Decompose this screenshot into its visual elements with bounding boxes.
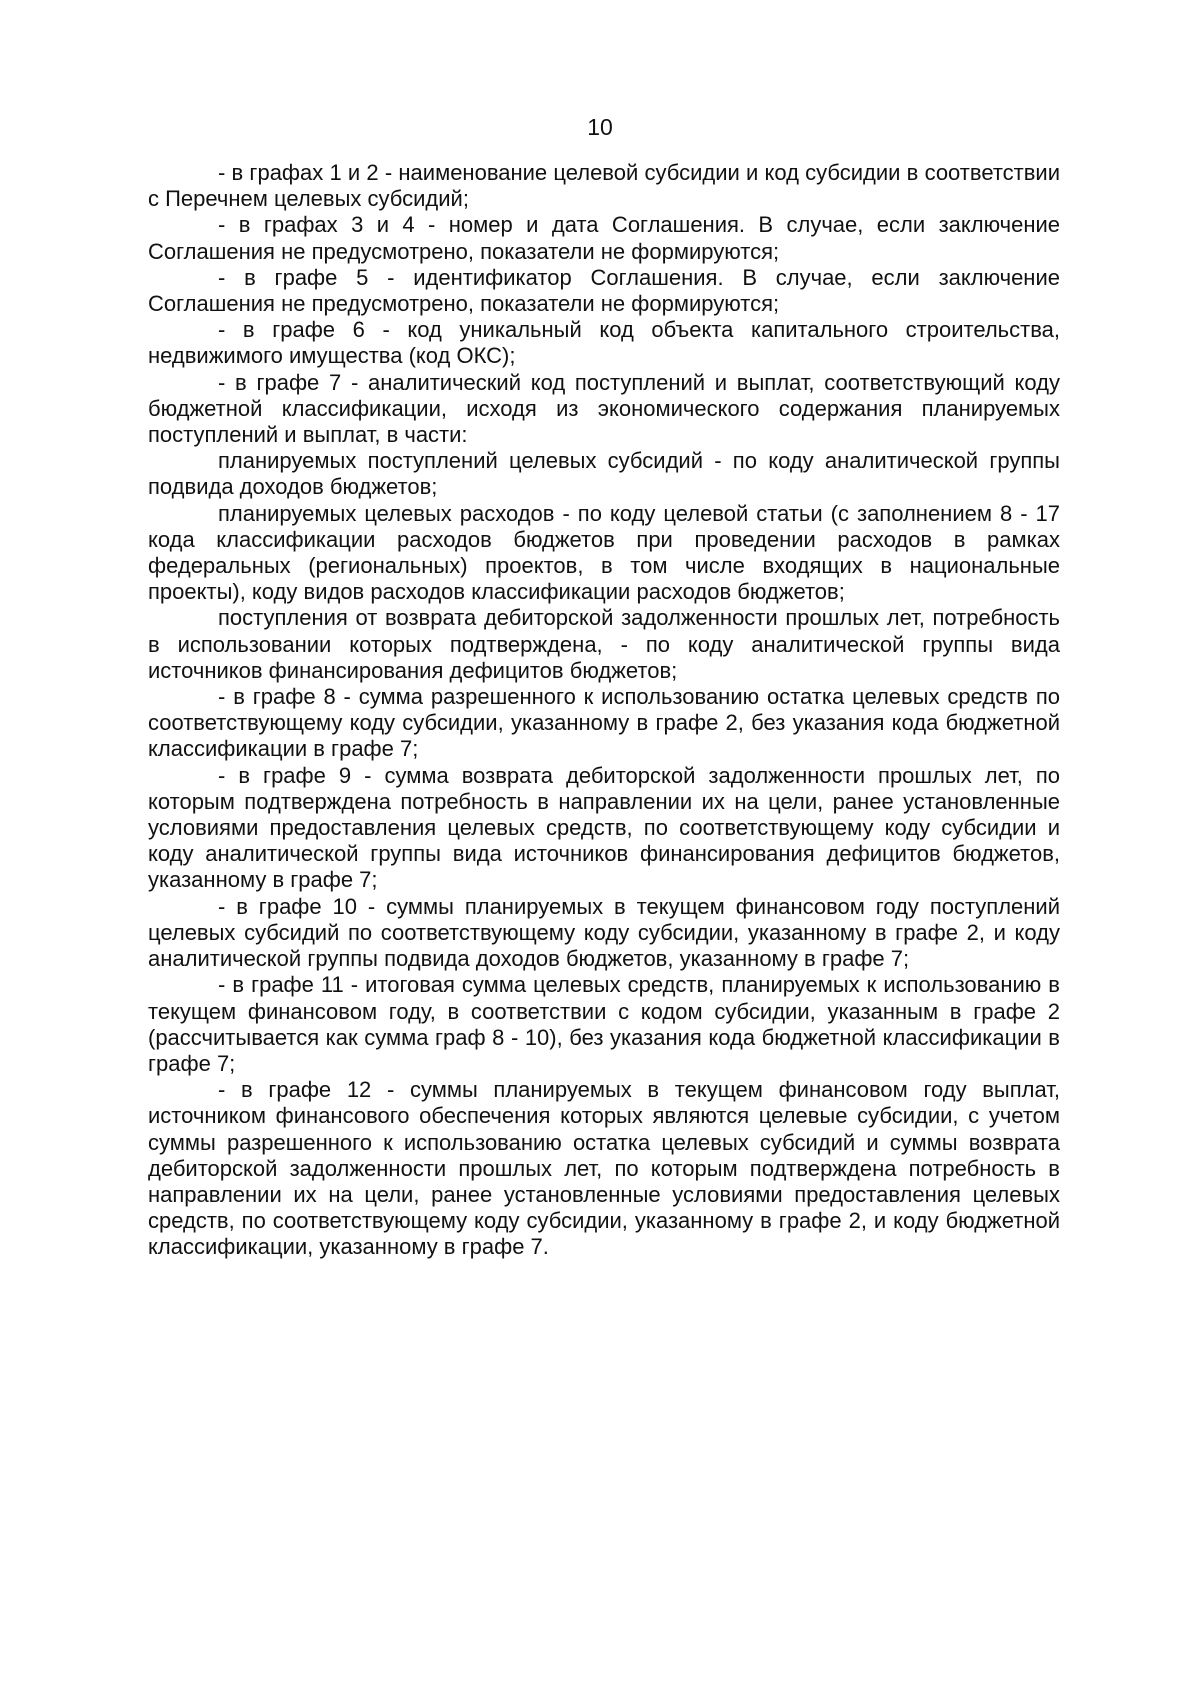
paragraph: планируемых целевых расходов - по коду целевой статьи (с заполнением 8 - 17 кода классификации расходов бюджетов при проведении расходов в рамках федеральных (региональных) проектов, в том числе входящих в национальные проекты), коду видов расходов классификации расходов бюджетов; (148, 500, 1060, 605)
paragraph: - в графе 6 - код уникальный код объекта капитального строительства, недвижимого имущества (код ОКС); (148, 317, 1060, 369)
paragraph: - в графе 7 - аналитический код поступлений и выплат, соответствующий коду бюджетной классификации, исходя из экономического содержания планируемых поступлений и выплат, в части: (148, 369, 1060, 448)
page-number: 10 (587, 114, 613, 140)
paragraph: планируемых поступлений целевых субсидий - по коду аналитической группы подвида доходов бюджетов; (148, 448, 1060, 500)
paragraph: - в графе 10 - суммы планируемых в текущем финансовом году поступлений целевых субсидий по соответствующему коду субсидии, указанному в графе 2, и коду аналитической группы подвида доходов бюджетов, указанному в графе 7; (148, 893, 1060, 972)
paragraph: поступления от возврата дебиторской задолженности прошлых лет, потребность в использовании которых подтверждена, - по коду аналитической группы вида источников финансирования дефицитов бюджетов; (148, 605, 1060, 683)
document-body (148, 160, 1060, 1261)
paragraph: - в графе 12 - суммы планируемых в текущем финансовом году выплат, источником финансового обеспечения которых являются целевые субсидии, с учетом суммы разрешенного к использованию остатка целевых субсидий и суммы возврата дебиторской задолженности прошлых лет, по которым подтверждена потребность в направлении их на цели, ранее установленные условиями предоставления целевых средств, по соответствующему коду субсидии, указанному в графе 2, и коду бюджетной классификации, указанному в графе 7. (148, 1077, 1060, 1260)
paragraph: - в графах 1 и 2 - наименование целевой субсидии и код субсидии в соответствии с Перечнем целевых субсидий; (148, 160, 1060, 212)
paragraph: - в графе 5 - идентификатор Соглашения. В случае, если заключение Соглашения не предусмотрено, показатели не формируются; (148, 264, 1060, 317)
paragraph: - в графах 3 и 4 - номер и дата Соглашения. В случае, если заключение Соглашения не предусмотрено, показатели не формируются; (148, 212, 1060, 264)
paragraph: - в графе 8 - сумма разрешенного к использованию остатка целевых средств по соответствующему коду субсидии, указанному в графе 2, без указания кода бюджетной классификации в графе 7; (148, 684, 1060, 762)
paragraph: - в графе 11 - итоговая сумма целевых средств, планируемых к использованию в текущем финансовом году, в соответствии с кодом субсидии, указанным в графе 2 (рассчитывается как сумма граф 8 - 10), без указания кода бюджетной классификации в графе 7; (148, 972, 1060, 1076)
paragraph: - в графе 9 - сумма возврата дебиторской задолженности прошлых лет, по которым подтверждена потребность в направлении их на цели, ранее установленные условиями предоставления целевых средств, по соответствующему коду субсидии и коду аналитической группы вида источников финансирования дефицитов бюджетов, указанному в графе 7; (148, 762, 1060, 893)
